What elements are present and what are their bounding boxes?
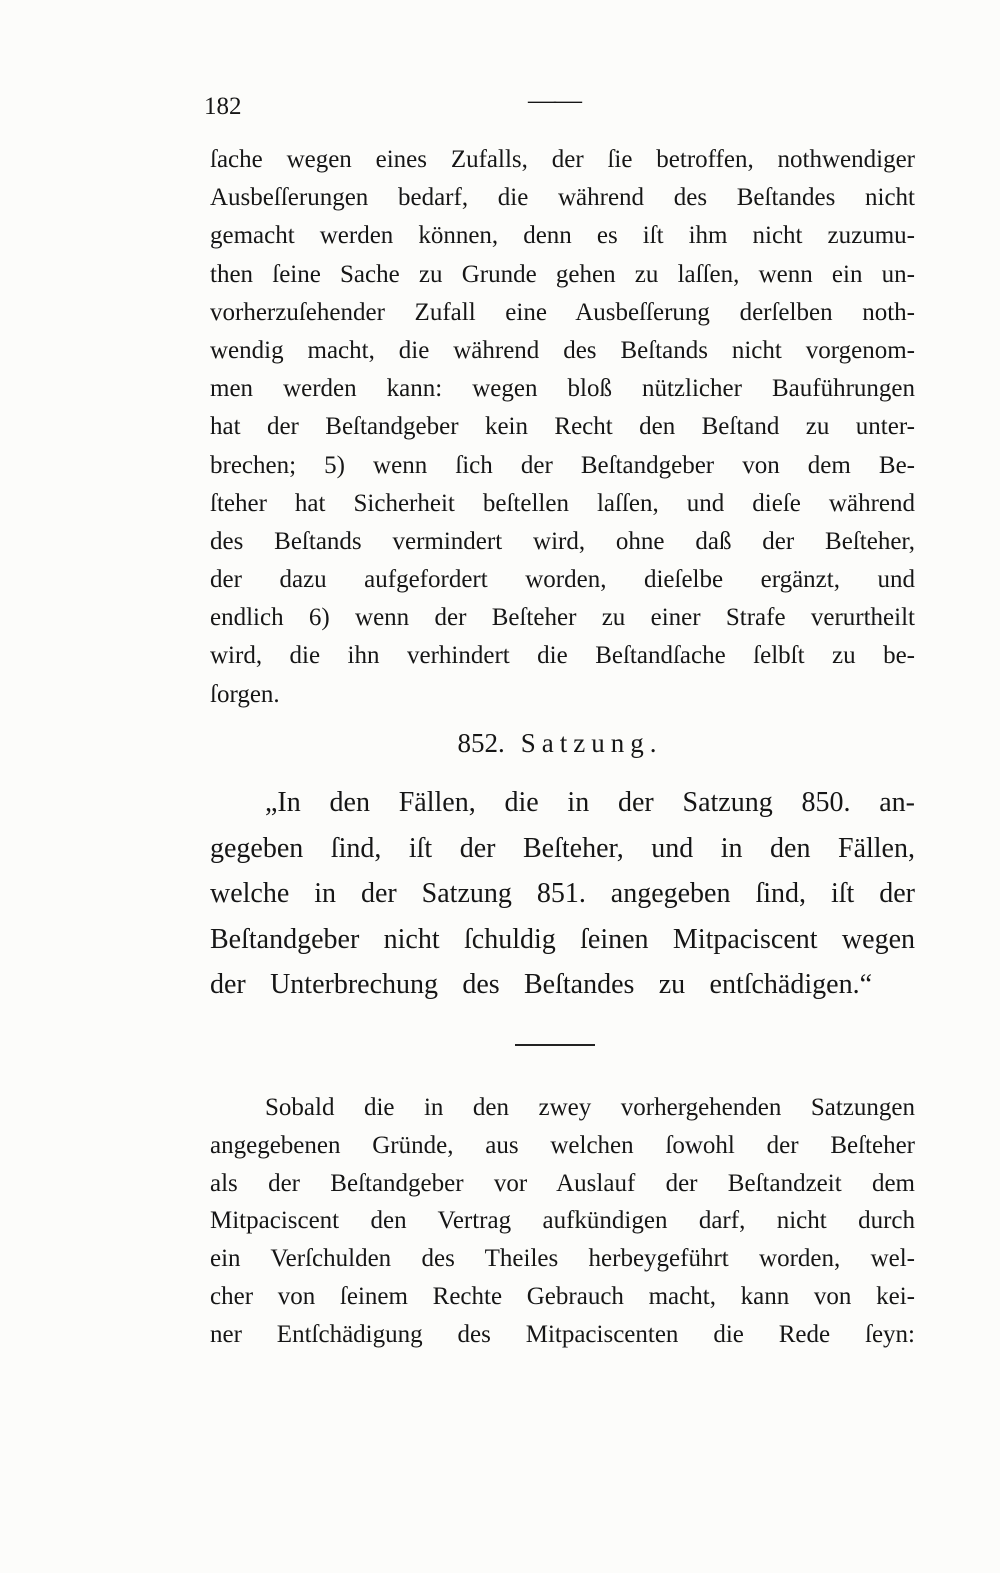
body-line: wird, die ihn verhindert die Beſtandſache ſelbſt zu be- [210, 642, 915, 670]
body-line: brechen; 5) wenn ſich der Beſtandgeber von dem Be- [210, 451, 915, 479]
divider-rule [515, 1044, 595, 1046]
commentary-line: als der Beſtandgeber vor Auslauf der Beſtandzeit dem [210, 1169, 915, 1197]
commentary-line: ein Verſchulden des Theiles herbeygeführt worden, wel- [210, 1245, 915, 1273]
body-line: ſteher hat Sicherheit beſtellen laſſen, und dieſe während [210, 489, 915, 517]
commentary-line: Mitpaciscent den Vertrag aufkündigen darf, nicht durch [210, 1207, 915, 1235]
commentary-line: cher von ſeinem Rechte Gebrauch macht, kann von kei- [210, 1282, 915, 1310]
quote-line: „In den Fällen, die in der Satzung 850. an- [265, 787, 915, 818]
body-line: Ausbeſſerungen bedarf, die während des Beſtandes nicht [210, 184, 915, 212]
body-line: gemacht werden können, denn es iſt ihm nicht zuzumu- [210, 222, 915, 250]
body-line: des Beſtands vermindert wird, ohne daß der Beſteher, [210, 527, 915, 555]
body-line: ſache wegen eines Zufalls, der ſie betroffen, nothwendiger [210, 146, 915, 173]
quote-line: welche in der Satzung 851. angegeben ſind, iſt der [210, 878, 915, 909]
commentary-line: Sobald die in den zwey vorhergehenden Satzungen [265, 1094, 915, 1121]
section-heading [400, 724, 720, 762]
quote-line: Beſtandgeber nicht ſchuldig ſeinen Mitpaciscent wegen [210, 923, 915, 955]
commentary-line: angegebenen Gründe, aus welchen ſowohl der Beſteher [210, 1131, 915, 1159]
body-line: then ſeine Sache zu Grunde gehen zu laſſen, wenn ein un- [210, 260, 915, 288]
body-text [210, 141, 915, 714]
body-line: hat der Beſtandgeber kein Recht den Beſtand zu unter- [210, 413, 915, 441]
body-line: wendig macht, die während des Beſtands nicht vorgenom- [210, 336, 915, 364]
body-line: endlich 6) wenn der Beſteher zu einer Strafe verurtheilt [210, 604, 915, 632]
commentary-line: ner Entſchädigung des Mitpaciscenten die Rede ſeyn: [210, 1320, 915, 1348]
quote-line: der Unterbrechung des Beſtandes zu entſchädigen.“ [210, 969, 872, 1000]
body-line: vorherzuſehender Zufall eine Ausbeſſerung derſelben noth- [210, 298, 915, 326]
quote-line: gegeben ſind, iſt der Beſteher, und in den Fällen, [210, 832, 915, 864]
body-line: men werden kann: wegen bloß nützlicher Bauführungen [210, 375, 915, 403]
body-line: ſorgen. [210, 680, 280, 708]
section-title: Satzung. [520, 728, 663, 758]
section-number: 852. [457, 728, 505, 758]
header-ornament: —— [528, 85, 580, 116]
section-quote [210, 780, 915, 1008]
body-line: der dazu aufgefordert worden, dieſelbe ergänzt, und [210, 566, 915, 594]
commentary-text [210, 1089, 915, 1354]
page-number: 182 [204, 93, 242, 120]
